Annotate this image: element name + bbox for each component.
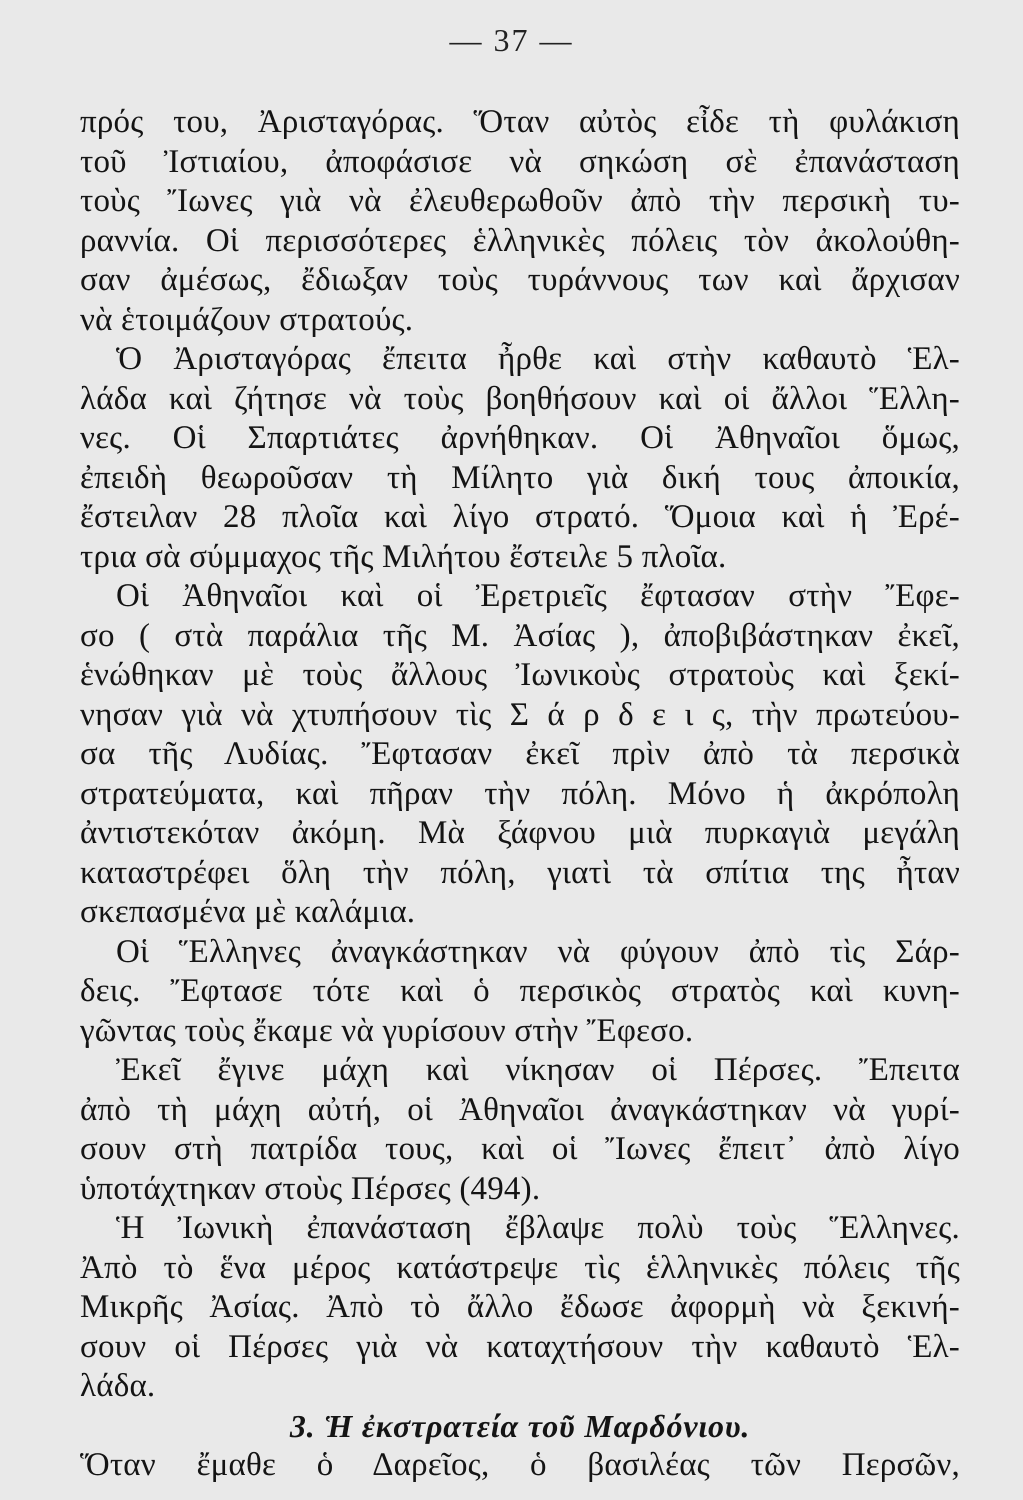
text-line: νες. Οἱ Σπαρτιάτες ἀρνήθηκαν. Οἱ Ἀθηναῖοι ὅμως,	[80, 420, 960, 456]
text-line: Ἀπὸ τὸ ἕνα μέρος κατάστρεψε τὶς ἑλληνικὲς πόλεις τῆς	[80, 1249, 960, 1286]
paragraph-first-line: Οἱ Ἀθηναῖοι καὶ οἱ Ἐρετριεῖς ἔφτασαν στὴν Ἔφε-	[116, 578, 960, 614]
section-heading: 3. Ἡ ἐκστρατεία τοῦ Μαρδόνιου.	[289, 1407, 751, 1444]
text-line: σκεπασμένα μὲ καλάμια.	[80, 894, 416, 930]
text-line: σουν οἱ Πέρσες γιὰ νὰ καταχτήσουν τὴν καθαυτὸ Ἑλ-	[80, 1328, 960, 1365]
text-line: ἔστειλαν 28 πλοῖα καὶ λίγο στρατό. Ὅμοια καὶ ἡ Ἐρέ-	[80, 499, 960, 535]
page-number: — 37 —	[449, 22, 574, 58]
text-line: δεις. Ἔφτασε τότε καὶ ὁ περσικὸς στρατὸς καὶ κυνη-	[80, 973, 960, 1009]
text-line: σουν στὴ πατρίδα τους, καὶ οἱ Ἴωνες ἔπειτ᾽ ἀπὸ λίγο	[80, 1131, 960, 1167]
text-line: νὰ ἑτοιμάζουν στρατούς.	[80, 301, 414, 338]
text-line: ὑποτάχτηκαν στοὺς Πέρσες (494).	[80, 1170, 541, 1207]
text-line: νησαν γιὰ νὰ χτυπήσουν τὶς Σ ά ρ δ ε ι ς, τὴν πρωτεύου-	[80, 696, 960, 733]
text-line: καταστρέφει ὅλη τὴν πόλη, γιατὶ τὰ σπίτια της ἦταν	[80, 854, 960, 891]
text-line: τρια σὰ σύμμαχος τῆς Μιλήτου ἔστειλε 5 πλοῖα.	[80, 538, 727, 575]
paragraph-first-line: Ὅταν ἔμαθε ὁ Δαρεῖος, ὁ βασιλέας τῶν Περσῶν,	[80, 1447, 960, 1483]
paragraph-first-line: Ἐκεῖ ἔγινε μάχη καὶ νίκησαν οἱ Πέρσες. Ἔπειτα	[116, 1052, 960, 1088]
text-line: τοῦ Ἰστιαίου, ἀποφάσισε νὰ σηκώση σὲ ἐπανάσταση	[80, 143, 960, 180]
text-line: λάδα καὶ ζήτησε νὰ τοὺς βοηθήσουν καὶ οἱ ἄλλοι Ἕλλη-	[80, 380, 960, 417]
text-line: ἀντιστεκόταν ἀκόμη. Μὰ ξάφνου μιὰ πυρκαγιὰ μεγάλη	[80, 815, 960, 851]
text-line: ἀπὸ τὴ μάχη αὐτή, οἱ Ἀθηναῖοι ἀναγκάστηκαν νὰ γυρί-	[80, 1091, 960, 1128]
text-line: Μικρῆς Ἀσίας. Ἀπὸ τὸ ἄλλο ἔδωσε ἀφορμὴ νὰ ξεκινή-	[80, 1289, 960, 1325]
text-line: τοὺς Ἴωνες γιὰ νὰ ἐλευθερωθοῦν ἀπὸ τὴν περσικὴ τυ-	[80, 183, 960, 219]
text-line: λάδα.	[80, 1368, 156, 1404]
text-line: ἐπειδὴ θεωροῦσαν τὴ Μίλητο γιὰ δική τους ἀποικία,	[80, 459, 960, 496]
text-line: γῶντας τοὺς ἔκαμε νὰ γυρίσουν στὴν Ἔφεσο.	[80, 1012, 694, 1049]
paragraph-first-line: Ἡ Ἰωνικὴ ἐπανάσταση ἔβλαψε πολὺ τοὺς Ἕλληνες.	[116, 1210, 960, 1246]
text-line: σαν ἀμέσως, ἔδιωξαν τοὺς τυράννους των καὶ ἄρχισαν	[80, 262, 960, 298]
text-line: πρός του, Ἀρισταγόρας. Ὅταν αὐτὸς εἶδε τὴ φυλάκιση	[80, 104, 960, 140]
paragraph-first-line: Ὁ Ἀρισταγόρας ἔπειτα ἦρθε καὶ στὴν καθαυτὸ Ἑλ-	[116, 341, 960, 377]
text-line: σο ( στὰ παράλια τῆς Μ. Ἀσίας ), ἀποβιβάστηκαν ἐκεῖ,	[80, 617, 960, 654]
text-line: ραννία. Οἱ περισσότερες ἑλληνικὲς πόλεις τὸν ἀκολούθη-	[80, 222, 960, 259]
paragraph-first-line: Οἱ Ἕλληνες ἀναγκάστηκαν νὰ φύγουν ἀπὸ τὶς Σάρ-	[116, 933, 960, 970]
text-line: σα τῆς Λυδίας. Ἔφτασαν ἐκεῖ πρὶν ἀπὸ τὰ περσικὰ	[80, 736, 960, 772]
text-line: στρατεύματα, καὶ πῆραν τὴν πόλη. Μόνο ἡ ἀκρόπολη	[80, 775, 960, 812]
text-line: ἑνώθηκαν μὲ τοὺς ἄλλους Ἰωνικοὺς στρατοὺς καὶ ξεκί-	[80, 657, 960, 693]
